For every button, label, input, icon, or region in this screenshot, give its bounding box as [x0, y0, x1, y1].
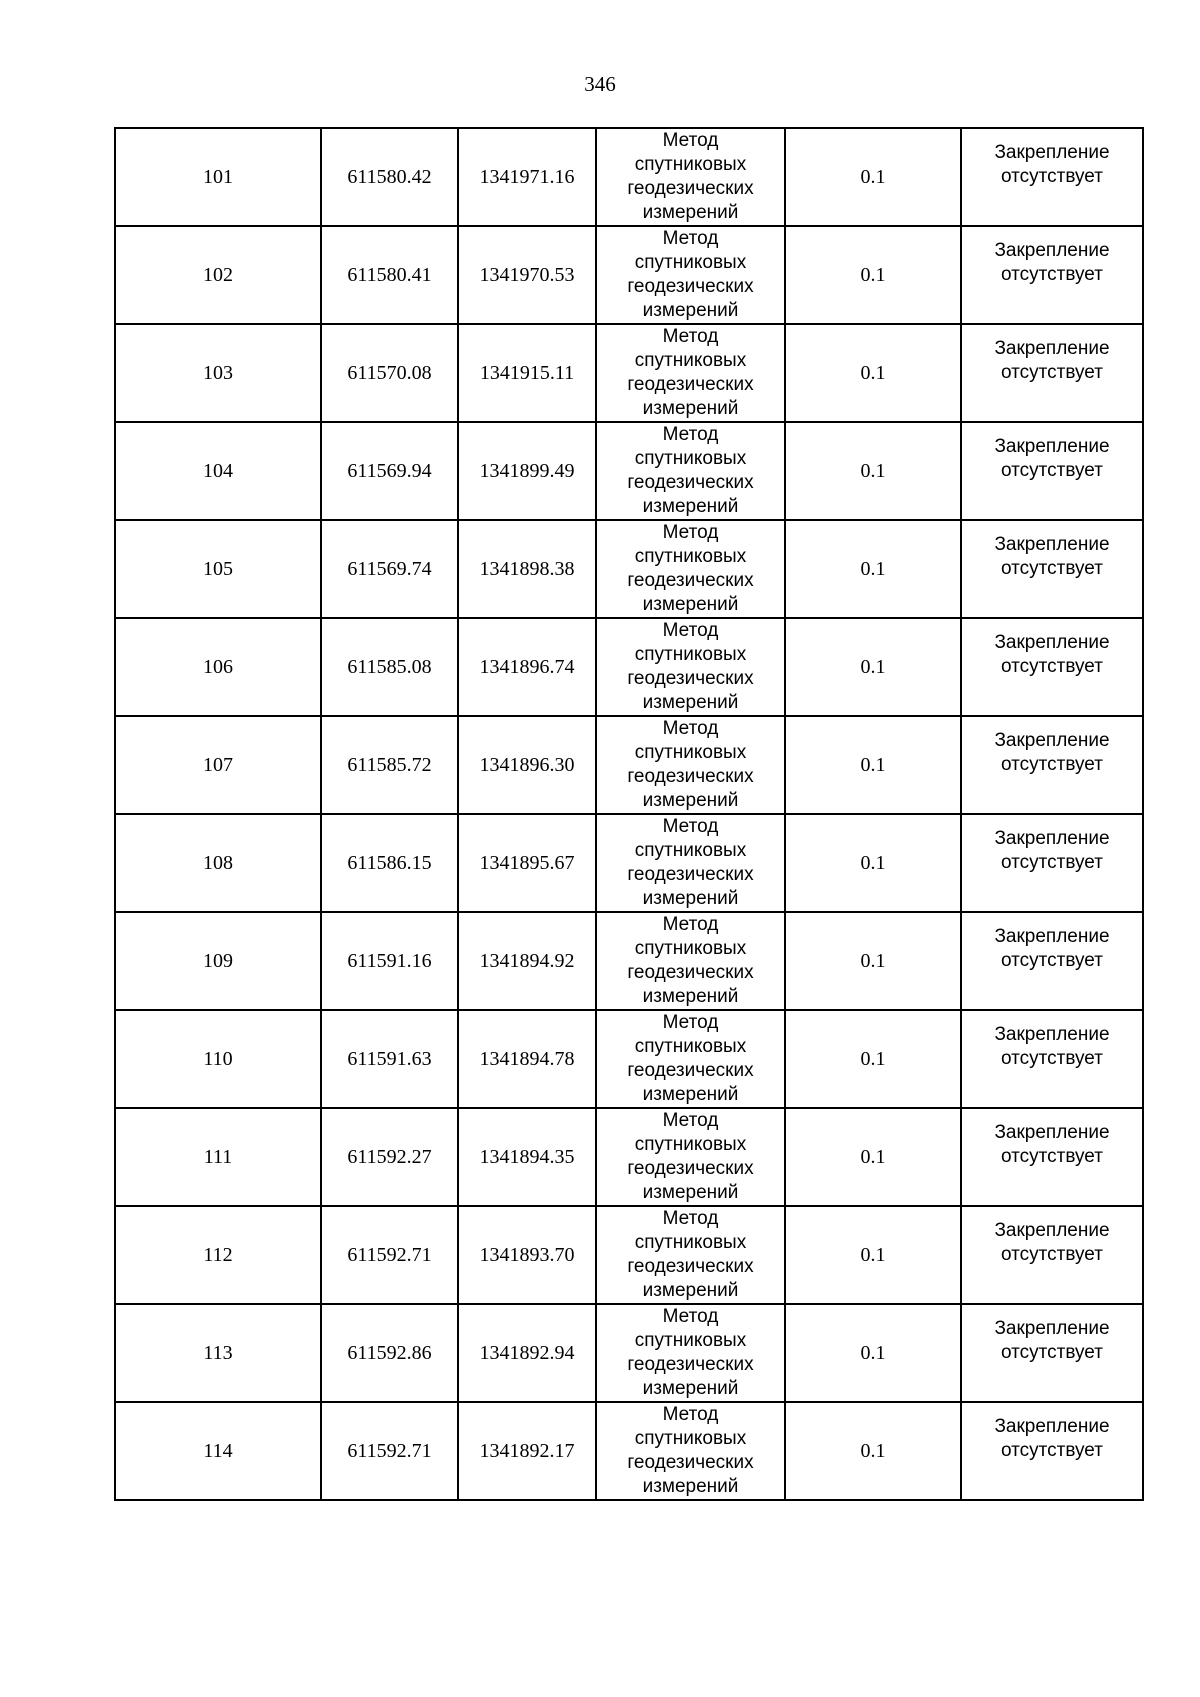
accuracy-cell: 0.1: [785, 1010, 961, 1108]
fixation-line: отсутствует: [1001, 656, 1103, 677]
fixation-line: отсутствует: [1001, 1146, 1103, 1167]
fixation-cell: [961, 1402, 1143, 1500]
table-row: [115, 1010, 1143, 1108]
method-cell: [596, 324, 785, 422]
point-number-cell: 114: [115, 1402, 321, 1500]
point-number-cell: 111: [115, 1108, 321, 1206]
fixation-line: отсутствует: [1001, 558, 1103, 579]
accuracy-cell: 0.1: [785, 226, 961, 324]
x-coordinate-cell: 611569.94: [321, 422, 458, 520]
table-row: [115, 618, 1143, 716]
fixation-line: Закрепление: [994, 828, 1110, 849]
method-line: геодезических: [627, 1256, 754, 1277]
fixation-line: Закрепление: [994, 1220, 1110, 1241]
method-line: Метод: [662, 522, 719, 543]
fixation-text: [994, 533, 1109, 581]
method-line: геодезических: [627, 1354, 754, 1375]
table-row: [115, 226, 1143, 324]
method-line: Метод: [662, 914, 719, 935]
method-line: Метод: [662, 816, 719, 837]
fixation-text: [994, 337, 1109, 385]
method-line: спутниковых: [634, 938, 747, 959]
fixation-line: отсутствует: [1001, 754, 1103, 775]
x-coordinate-cell: 611591.63: [321, 1010, 458, 1108]
method-line: Метод: [662, 1306, 719, 1327]
fixation-text: [994, 1415, 1109, 1463]
point-number-cell: 103: [115, 324, 321, 422]
method-line: измерений: [642, 1182, 739, 1203]
point-number-cell: 104: [115, 422, 321, 520]
x-coordinate-cell: 611580.41: [321, 226, 458, 324]
table-row: [115, 716, 1143, 814]
y-coordinate-cell: 1341915.11: [458, 324, 596, 422]
fixation-cell: [961, 618, 1143, 716]
x-coordinate-cell: 611591.16: [321, 912, 458, 1010]
accuracy-cell: 0.1: [785, 814, 961, 912]
fixation-line: Закрепление: [994, 436, 1110, 457]
table-row: [115, 912, 1143, 1010]
accuracy-cell: 0.1: [785, 128, 961, 226]
accuracy-cell: 0.1: [785, 520, 961, 618]
fixation-cell: [961, 814, 1143, 912]
y-coordinate-cell: 1341899.49: [458, 422, 596, 520]
method-line: спутниковых: [634, 448, 747, 469]
method-line: спутниковых: [634, 154, 747, 175]
fixation-cell: [961, 226, 1143, 324]
method-line: геодезических: [627, 864, 754, 885]
method-cell: [596, 1206, 785, 1304]
method-cell: [596, 1108, 785, 1206]
fixation-text: [994, 827, 1109, 875]
fixation-line: отсутствует: [1001, 950, 1103, 971]
point-number-cell: 101: [115, 128, 321, 226]
table-row: [115, 422, 1143, 520]
y-coordinate-cell: 1341894.35: [458, 1108, 596, 1206]
fixation-line: Закрепление: [994, 1122, 1110, 1143]
fixation-cell: [961, 912, 1143, 1010]
accuracy-cell: 0.1: [785, 618, 961, 716]
fixation-text: [994, 729, 1109, 777]
fixation-cell: [961, 1108, 1143, 1206]
x-coordinate-cell: 611586.15: [321, 814, 458, 912]
method-cell: [596, 716, 785, 814]
fixation-text: [994, 239, 1109, 287]
method-line: геодезических: [627, 1060, 754, 1081]
method-cell: [596, 1304, 785, 1402]
fixation-text: [994, 1121, 1109, 1169]
fixation-line: отсутствует: [1001, 1244, 1103, 1265]
method-line: Метод: [662, 424, 719, 445]
method-line: измерений: [642, 790, 739, 811]
fixation-cell: [961, 1010, 1143, 1108]
table-body: [115, 128, 1143, 1500]
method-line: Метод: [662, 326, 719, 347]
method-line: измерений: [642, 202, 739, 223]
method-line: спутниковых: [634, 252, 747, 273]
fixation-line: отсутствует: [1001, 460, 1103, 481]
fixation-line: Закрепление: [994, 1024, 1110, 1045]
point-number-cell: 102: [115, 226, 321, 324]
table-row: [115, 1108, 1143, 1206]
method-line: Метод: [662, 1404, 719, 1425]
fixation-cell: [961, 520, 1143, 618]
fixation-line: Закрепление: [994, 926, 1110, 947]
page-number: 346: [584, 72, 616, 96]
method-line: геодезических: [627, 766, 754, 787]
method-line: спутниковых: [634, 1330, 747, 1351]
y-coordinate-cell: 1341894.78: [458, 1010, 596, 1108]
method-line: спутниковых: [634, 350, 747, 371]
table-row: [115, 1206, 1143, 1304]
method-line: геодезических: [627, 472, 754, 493]
fixation-line: отсутствует: [1001, 362, 1103, 383]
method-line: измерений: [642, 1280, 739, 1301]
method-line: Метод: [662, 1208, 719, 1229]
x-coordinate-cell: 611570.08: [321, 324, 458, 422]
table-row: [115, 814, 1143, 912]
method-line: измерений: [642, 1378, 739, 1399]
fixation-text: [994, 141, 1109, 189]
fixation-text: [994, 1219, 1109, 1267]
method-cell: [596, 226, 785, 324]
method-line: спутниковых: [634, 546, 747, 567]
point-number-cell: 110: [115, 1010, 321, 1108]
table-row: [115, 324, 1143, 422]
fixation-text: [994, 1317, 1109, 1365]
fixation-line: отсутствует: [1001, 166, 1103, 187]
x-coordinate-cell: 611592.71: [321, 1206, 458, 1304]
method-line: геодезических: [627, 1158, 754, 1179]
table-row: [115, 1402, 1143, 1500]
method-line: измерений: [642, 300, 739, 321]
accuracy-cell: 0.1: [785, 324, 961, 422]
accuracy-cell: 0.1: [785, 716, 961, 814]
method-cell: [596, 1402, 785, 1500]
x-coordinate-cell: 611585.08: [321, 618, 458, 716]
method-line: измерений: [642, 594, 739, 615]
accuracy-cell: 0.1: [785, 912, 961, 1010]
point-number-cell: 108: [115, 814, 321, 912]
method-line: спутниковых: [634, 644, 747, 665]
fixation-line: Закрепление: [994, 534, 1110, 555]
y-coordinate-cell: 1341894.92: [458, 912, 596, 1010]
x-coordinate-cell: 611585.72: [321, 716, 458, 814]
fixation-line: отсутствует: [1001, 852, 1103, 873]
fixation-line: отсутствует: [1001, 264, 1103, 285]
method-cell: [596, 520, 785, 618]
y-coordinate-cell: 1341895.67: [458, 814, 596, 912]
method-line: спутниковых: [634, 1036, 747, 1057]
point-number-cell: 113: [115, 1304, 321, 1402]
y-coordinate-cell: 1341898.38: [458, 520, 596, 618]
method-cell: [596, 618, 785, 716]
method-line: Метод: [662, 130, 719, 151]
method-line: спутниковых: [634, 1428, 747, 1449]
fixation-line: отсутствует: [1001, 1440, 1103, 1461]
y-coordinate-cell: 1341971.16: [458, 128, 596, 226]
method-line: геодезических: [627, 1452, 754, 1473]
y-coordinate-cell: 1341892.17: [458, 1402, 596, 1500]
accuracy-cell: 0.1: [785, 422, 961, 520]
fixation-line: Закрепление: [994, 1416, 1110, 1437]
method-cell: [596, 1010, 785, 1108]
method-line: спутниковых: [634, 742, 747, 763]
method-cell: [596, 422, 785, 520]
y-coordinate-cell: 1341970.53: [458, 226, 596, 324]
fixation-cell: [961, 324, 1143, 422]
fixation-line: отсутствует: [1001, 1048, 1103, 1069]
method-line: геодезических: [627, 570, 754, 591]
fixation-text: [994, 925, 1109, 973]
accuracy-cell: 0.1: [785, 1108, 961, 1206]
fixation-line: Закрепление: [994, 632, 1110, 653]
method-line: измерений: [642, 692, 739, 713]
fixation-line: отсутствует: [1001, 1342, 1103, 1363]
x-coordinate-cell: 611580.42: [321, 128, 458, 226]
fixation-cell: [961, 716, 1143, 814]
method-line: геодезических: [627, 668, 754, 689]
fixation-line: Закрепление: [994, 142, 1110, 163]
method-line: геодезических: [627, 962, 754, 983]
table-row: [115, 520, 1143, 618]
fixation-cell: [961, 1304, 1143, 1402]
method-cell: [596, 912, 785, 1010]
accuracy-cell: 0.1: [785, 1304, 961, 1402]
method-line: Метод: [662, 718, 719, 739]
point-number-cell: 112: [115, 1206, 321, 1304]
fixation-line: Закрепление: [994, 730, 1110, 751]
method-line: измерений: [642, 1476, 739, 1497]
method-line: измерений: [642, 496, 739, 517]
fixation-cell: [961, 128, 1143, 226]
method-line: измерений: [642, 1084, 739, 1105]
fixation-line: Закрепление: [994, 240, 1110, 261]
fixation-text: [994, 435, 1109, 483]
point-number-cell: 106: [115, 618, 321, 716]
method-line: Метод: [662, 228, 719, 249]
x-coordinate-cell: 611592.27: [321, 1108, 458, 1206]
x-coordinate-cell: 611569.74: [321, 520, 458, 618]
method-line: геодезических: [627, 178, 754, 199]
y-coordinate-cell: 1341892.94: [458, 1304, 596, 1402]
method-line: спутниковых: [634, 840, 747, 861]
point-number-cell: 109: [115, 912, 321, 1010]
x-coordinate-cell: 611592.86: [321, 1304, 458, 1402]
point-number-cell: 105: [115, 520, 321, 618]
method-line: Метод: [662, 620, 719, 641]
method-line: спутниковых: [634, 1232, 747, 1253]
method-line: Метод: [662, 1110, 719, 1131]
fixation-cell: [961, 422, 1143, 520]
y-coordinate-cell: 1341896.74: [458, 618, 596, 716]
y-coordinate-cell: 1341896.30: [458, 716, 596, 814]
method-cell: [596, 128, 785, 226]
method-line: Метод: [662, 1012, 719, 1033]
fixation-cell: [961, 1206, 1143, 1304]
y-coordinate-cell: 1341893.70: [458, 1206, 596, 1304]
coordinates-table: [114, 127, 1144, 1501]
fixation-text: [994, 631, 1109, 679]
table-row: [115, 128, 1143, 226]
method-cell: [596, 814, 785, 912]
method-line: геодезических: [627, 276, 754, 297]
method-line: геодезических: [627, 374, 754, 395]
table-row: [115, 1304, 1143, 1402]
method-line: измерений: [642, 986, 739, 1007]
fixation-line: Закрепление: [994, 338, 1110, 359]
fixation-line: Закрепление: [994, 1318, 1110, 1339]
fixation-text: [994, 1023, 1109, 1071]
point-number-cell: 107: [115, 716, 321, 814]
method-line: измерений: [642, 888, 739, 909]
accuracy-cell: 0.1: [785, 1402, 961, 1500]
x-coordinate-cell: 611592.71: [321, 1402, 458, 1500]
method-line: измерений: [642, 398, 739, 419]
accuracy-cell: 0.1: [785, 1206, 961, 1304]
method-line: спутниковых: [634, 1134, 747, 1155]
